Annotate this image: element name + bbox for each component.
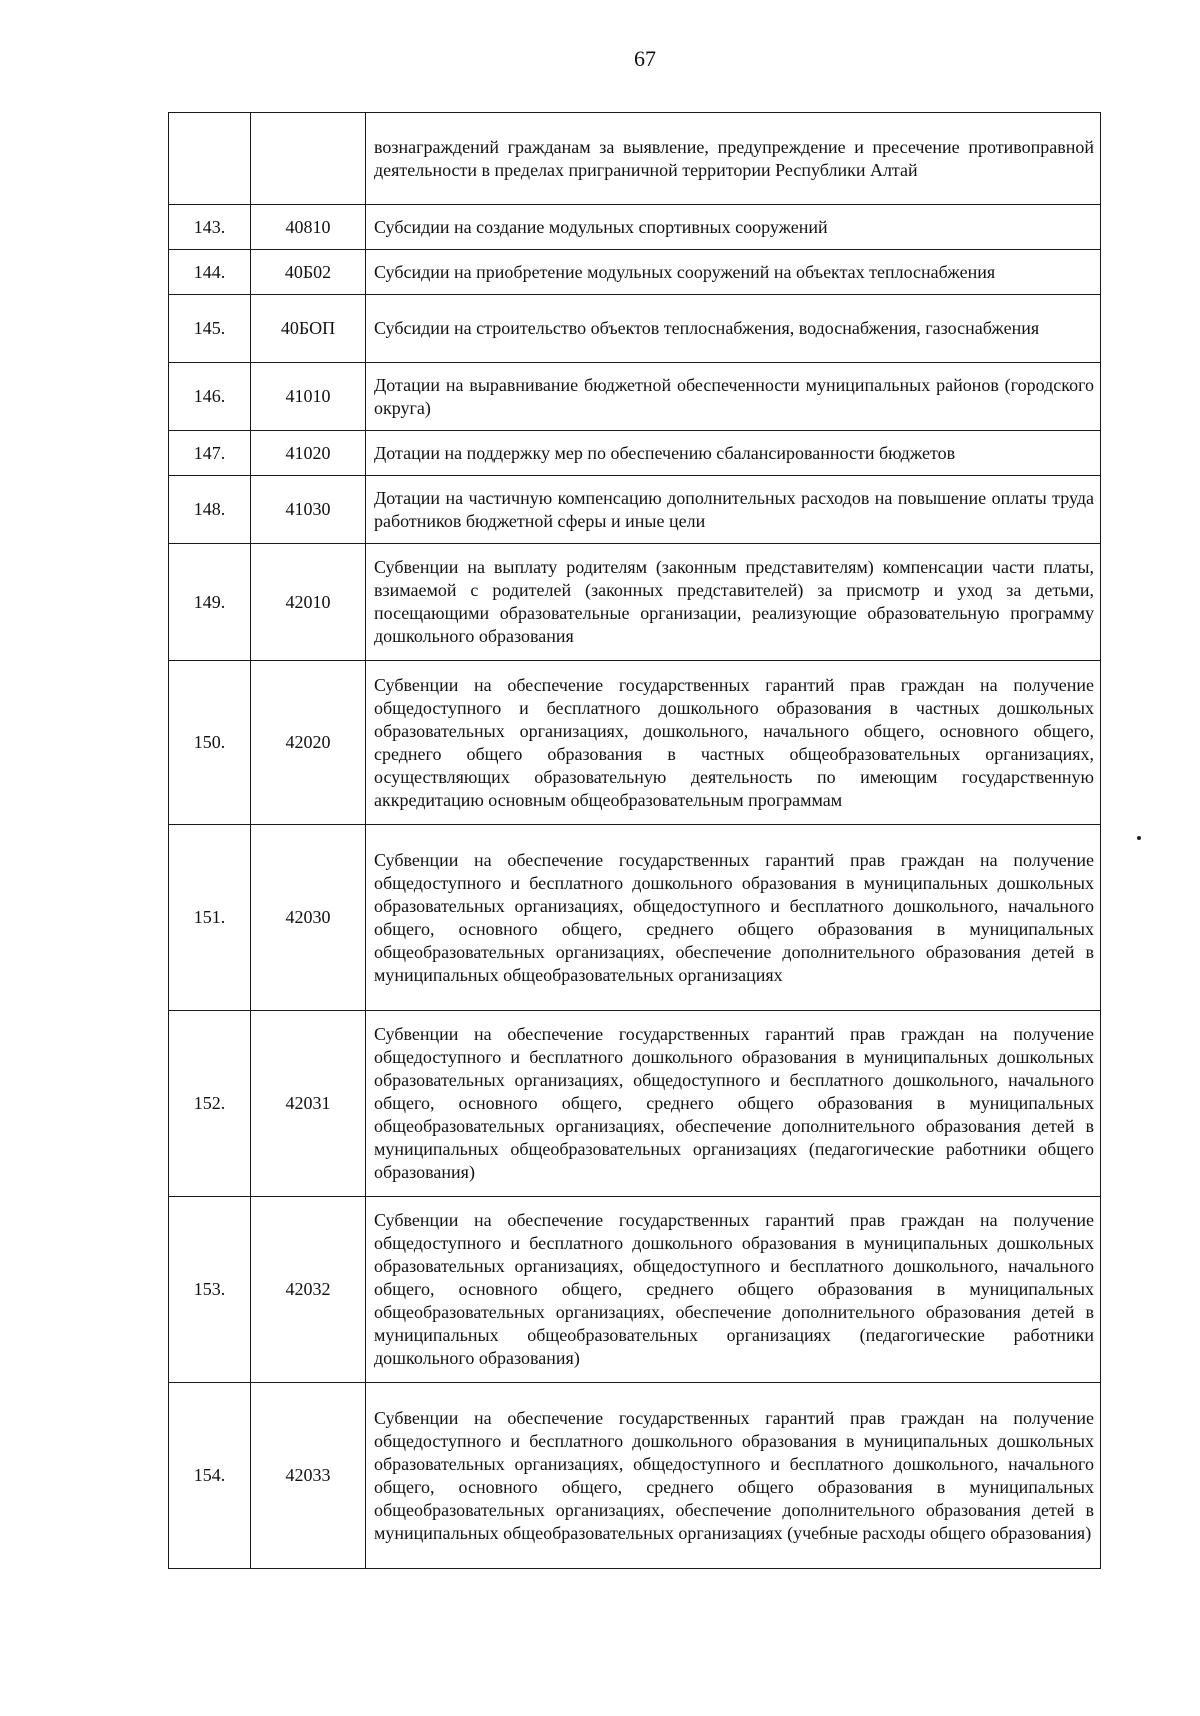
table-row <box>169 205 1101 250</box>
page-number: 67 <box>634 46 656 71</box>
table-row <box>169 825 1101 1011</box>
table-row <box>169 295 1101 363</box>
row-number: 148. <box>169 476 251 544</box>
row-code: 42031 <box>251 1011 366 1197</box>
row-code: 41020 <box>251 431 366 476</box>
row-number: 144. <box>169 250 251 295</box>
table-row <box>169 1197 1101 1383</box>
row-code: 42033 <box>251 1383 366 1569</box>
row-description: Субсидии на строительство объектов теплоснабжения, водоснабжения, газоснабжения <box>366 295 1101 363</box>
row-description: Субвенции на обеспечение государственных гарантий прав граждан на получение общедоступного и бесплатного дошкольного образования в муниципальных дошкольных образовательных организациях, общедоступного и бесплатного дошкольного, начального общего, основного общего, среднего общего образования в муниципальных общеобразовательных организациях, обеспечение дополнительного образования детей в муниципальных общеобразовательных организациях (педагогические работники дошкольного образования) <box>366 1197 1101 1383</box>
table-row <box>169 1383 1101 1569</box>
row-number: 145. <box>169 295 251 363</box>
row-description: Дотации на частичную компенсацию дополнительных расходов на повышение оплаты труда работников бюджетной сферы и иные цели <box>366 476 1101 544</box>
row-description: Субсидии на создание модульных спортивных сооружений <box>366 205 1101 250</box>
row-code: 40Б02 <box>251 250 366 295</box>
row-description: Субвенции на обеспечение государственных гарантий прав граждан на получение общедоступного и бесплатного дошкольного образования в муниципальных дошкольных образовательных организациях, общедоступного и бесплатного дошкольного, начального общего, основного общего, среднего общего образования в муниципальных общеобразовательных организациях, обеспечение дополнительного образования детей в муниципальных общеобразовательных организациях (педагогические работники общего образования) <box>366 1011 1101 1197</box>
budget-codes-table <box>168 112 1101 1569</box>
row-code <box>251 113 366 205</box>
scan-speck <box>1137 836 1141 840</box>
table-row <box>169 250 1101 295</box>
row-description: Дотации на поддержку мер по обеспечению сбалансированности бюджетов <box>366 431 1101 476</box>
row-description: Дотации на выравнивание бюджетной обеспеченности муниципальных районов (городского округа) <box>366 363 1101 431</box>
row-code: 42030 <box>251 825 366 1011</box>
row-number: 150. <box>169 661 251 825</box>
row-number: 147. <box>169 431 251 476</box>
row-number: 146. <box>169 363 251 431</box>
table-row <box>169 1011 1101 1197</box>
row-code: 40810 <box>251 205 366 250</box>
table-row <box>169 363 1101 431</box>
row-description: Субсидии на приобретение модульных сооружений на объектах теплоснабжения <box>366 250 1101 295</box>
row-number: 143. <box>169 205 251 250</box>
row-code: 42032 <box>251 1197 366 1383</box>
row-description: Субвенции на обеспечение государственных гарантий прав граждан на получение общедоступного и бесплатного дошкольного образования в муниципальных дошкольных образовательных организациях, общедоступного и бесплатного дошкольного, начального общего, основного общего, среднего общего образования в муниципальных общеобразовательных организациях, обеспечение дополнительного образования детей в муниципальных общеобразовательных организациях (учебные расходы общего образования) <box>366 1383 1101 1569</box>
table-row <box>169 431 1101 476</box>
row-description: Субвенции на выплату родителям (законным представителям) компенсации части платы, взимаемой с родителей (законных представителей) за присмотр и уход за детьми, посещающими образовательные организации, реализующие образовательную программу дошкольного образования <box>366 544 1101 661</box>
table-row <box>169 661 1101 825</box>
row-number: 151. <box>169 825 251 1011</box>
table-row <box>169 476 1101 544</box>
row-code: 40БОП <box>251 295 366 363</box>
table-row <box>169 113 1101 205</box>
row-code: 41030 <box>251 476 366 544</box>
row-code: 42020 <box>251 661 366 825</box>
row-number: 152. <box>169 1011 251 1197</box>
row-number <box>169 113 251 205</box>
row-description: Субвенции на обеспечение государственных гарантий прав граждан на получение общедоступного и бесплатного дошкольного образования в муниципальных дошкольных образовательных организациях, общедоступного и бесплатного дошкольного, начального общего, основного общего, среднего общего образования в муниципальных общеобразовательных организациях, обеспечение дополнительного образования детей в муниципальных общеобразовательных организациях <box>366 825 1101 1011</box>
row-number: 154. <box>169 1383 251 1569</box>
row-description: Субвенции на обеспечение государственных гарантий прав граждан на получение общедоступного и бесплатного дошкольного образования в частных дошкольных образовательных организациях, дошкольного, начального общего, основного общего, среднего общего образования в частных общеобразовательных организациях, осуществляющих образовательную деятельность по имеющим государственную аккредитацию основным общеобразовательным программам <box>366 661 1101 825</box>
row-code: 42010 <box>251 544 366 661</box>
row-number: 149. <box>169 544 251 661</box>
table-row <box>169 544 1101 661</box>
row-description: вознаграждений гражданам за выявление, предупреждение и пресечение противоправной деятельности в пределах приграничной территории Республики Алтай <box>366 113 1101 205</box>
row-number: 153. <box>169 1197 251 1383</box>
row-code: 41010 <box>251 363 366 431</box>
